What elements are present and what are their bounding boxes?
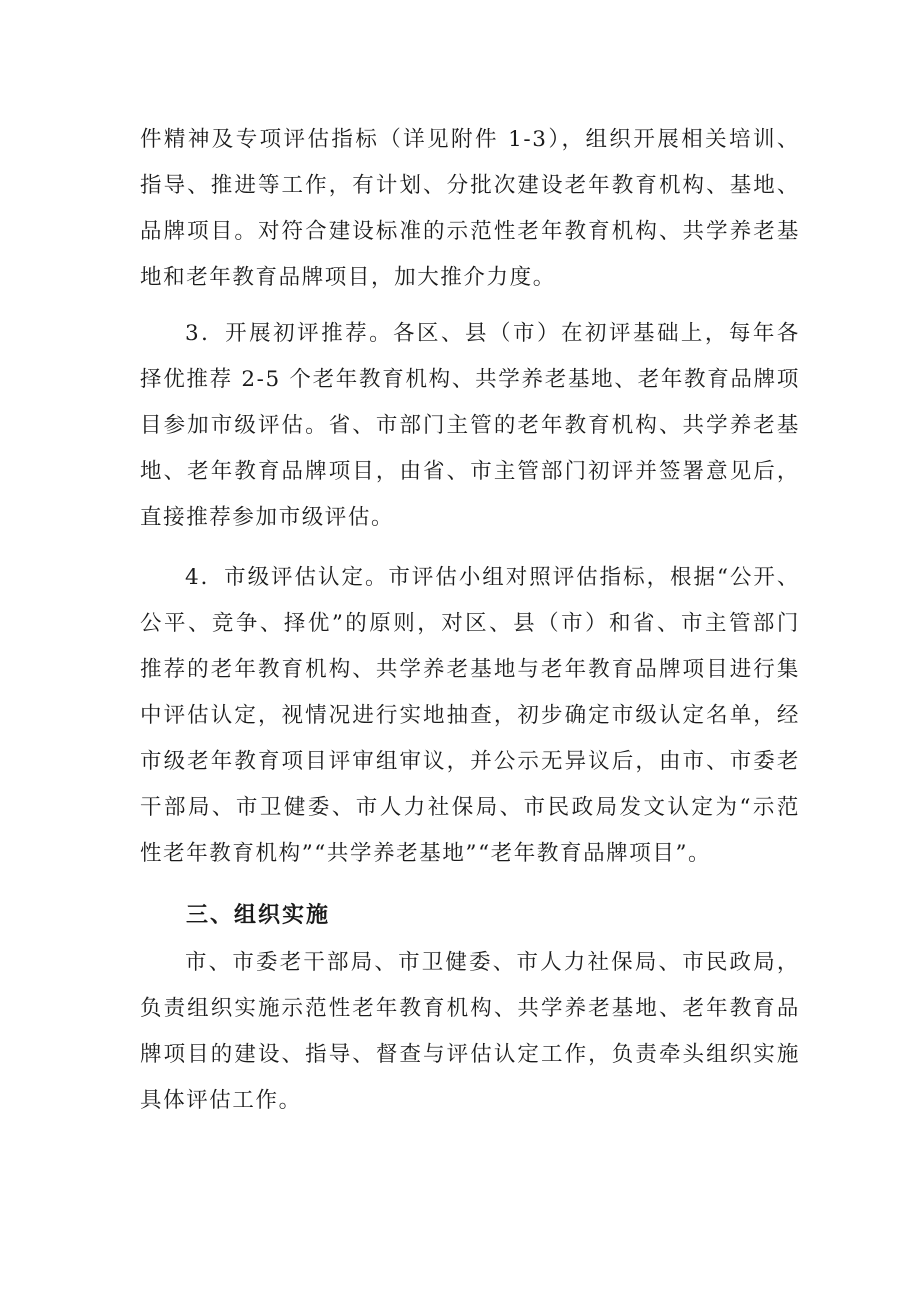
text-line: 直接推荐参加市级评估。	[140, 505, 395, 530]
text-line: 公平、竞争、择优”的原则，对区、县（市）和省、市主管部门	[140, 611, 800, 636]
text-line: 负责组织实施示范性老年教育机构、共学养老基地、老年教育品	[140, 996, 800, 1021]
text-line: 中评估认定，视情况进行实地抽查，初步确定市级认定名单，经	[140, 703, 800, 728]
text-line: 地和老年教育品牌项目，加大推介力度。	[140, 265, 556, 290]
paragraph-city-evaluation	[140, 555, 800, 877]
text-line: 推荐的老年教育机构、共学养老基地与老年教育品牌项目进行集	[140, 657, 800, 682]
text-line: 3．开展初评推荐。各区、县（市）在初评基础上，每年各	[185, 321, 800, 346]
text-line: 目参加市级评估。省、市部门主管的老年教育机构、共学养老基	[140, 413, 800, 438]
text-line: 地、老年教育品牌项目，由省、市主管部门初评并签署意见后，	[140, 459, 800, 484]
paragraph-implementation	[140, 940, 800, 1124]
text-line: 牌项目的建设、指导、督查与评估认定工作，负责牵头组织实施	[140, 1042, 800, 1067]
text-line: 市、市委老干部局、市卫健委、市人力社保局、市民政局，	[185, 950, 800, 975]
text-line: 具体评估工作。	[140, 1088, 302, 1113]
section-heading: 三、组织实施	[186, 903, 331, 928]
paragraph-intro	[140, 117, 800, 301]
text-line: 市级老年教育项目评审组审议，并公示无异议后，由市、市委老	[140, 749, 800, 774]
text-line: 性老年教育机构”“共学养老基地”“老年教育品牌项目”。	[140, 841, 712, 866]
text-line: 4．市级评估认定。市评估小组对照评估指标，根据“公开、	[185, 565, 800, 590]
paragraph-initial-recommendation	[140, 311, 800, 541]
text-line: 品牌项目。对符合建设标准的示范性老年教育机构、共学养老基	[140, 219, 800, 244]
text-line: 指导、推进等工作，有计划、分批次建设老年教育机构、基地、	[140, 173, 800, 198]
text-line: 件精神及专项评估指标（详见附件 1-3），组织开展相关培训、	[140, 127, 800, 152]
text-line: 择优推荐 2-5 个老年教育机构、共学养老基地、老年教育品牌项	[140, 367, 800, 392]
text-line: 干部局、市卫健委、市人力社保局、市民政局发文认定为“示范	[140, 795, 800, 820]
